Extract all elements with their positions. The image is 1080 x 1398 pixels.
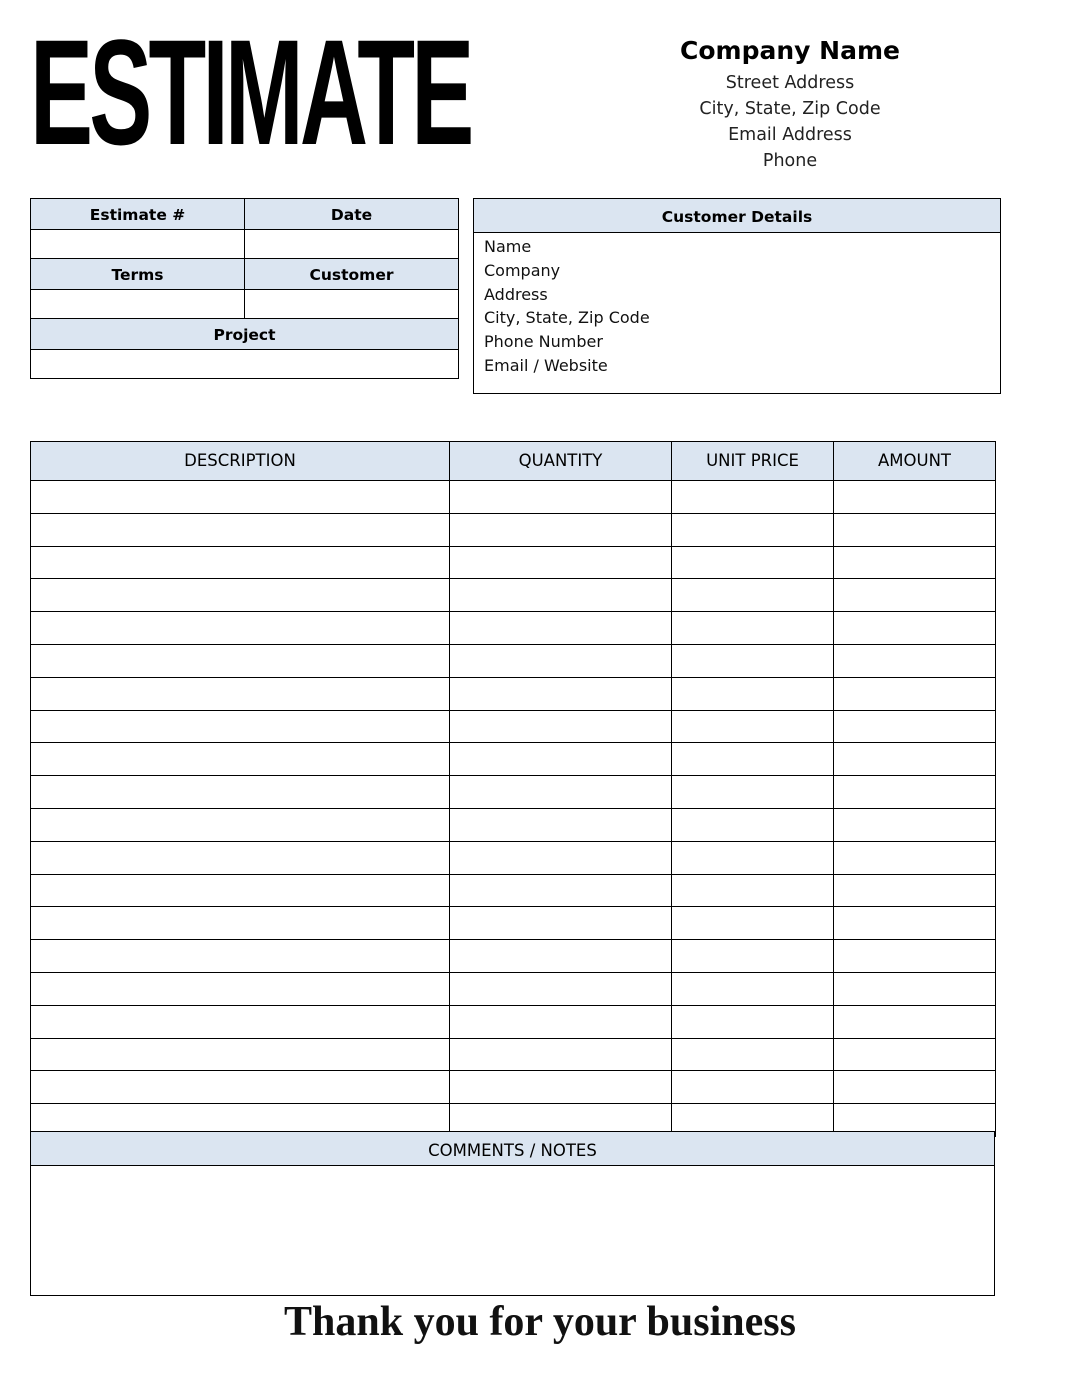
table-row: [31, 612, 996, 645]
description-cell[interactable]: [31, 776, 450, 809]
unit-price-cell[interactable]: [672, 940, 834, 973]
amount-cell[interactable]: [834, 808, 996, 841]
estimate-info-table: [30, 198, 459, 379]
company-phone: Phone: [762, 151, 818, 171]
amount-cell[interactable]: [834, 940, 996, 973]
thank-you-message: Thank you for your business: [284, 1299, 796, 1345]
description-cell[interactable]: [31, 710, 450, 743]
customer-details-box: [473, 198, 1001, 394]
project-field[interactable]: [31, 350, 459, 379]
amount-cell[interactable]: [834, 481, 996, 514]
table-row: [31, 644, 996, 677]
unit-price-cell[interactable]: [672, 874, 834, 907]
quantity-cell[interactable]: [450, 1005, 672, 1038]
quantity-cell[interactable]: [450, 907, 672, 940]
amount-cell[interactable]: [834, 546, 996, 579]
unit-price-cell[interactable]: [672, 1071, 834, 1104]
quantity-cell[interactable]: [450, 1038, 672, 1071]
unit-price-cell[interactable]: [672, 579, 834, 612]
description-cell[interactable]: [31, 1005, 450, 1038]
description-cell[interactable]: [31, 677, 450, 710]
quantity-cell[interactable]: [450, 1071, 672, 1104]
unit-price-cell[interactable]: [672, 513, 834, 546]
date-field[interactable]: [245, 230, 459, 259]
description-cell[interactable]: [31, 743, 450, 776]
quantity-cell[interactable]: [450, 677, 672, 710]
unit-price-column-header: UNIT PRICE: [672, 442, 834, 481]
comments-notes-header: COMMENTS / NOTES: [31, 1132, 994, 1166]
description-column-header: DESCRIPTION: [31, 442, 450, 481]
description-cell[interactable]: [31, 644, 450, 677]
unit-price-cell[interactable]: [672, 1005, 834, 1038]
quantity-cell[interactable]: [450, 579, 672, 612]
description-cell[interactable]: [31, 546, 450, 579]
date-label: Date: [245, 199, 459, 230]
company-street: Street Address: [725, 73, 855, 93]
table-row: [31, 1038, 996, 1071]
comments-notes-box: [30, 1131, 995, 1296]
quantity-cell[interactable]: [450, 710, 672, 743]
amount-cell[interactable]: [834, 841, 996, 874]
table-row: [31, 513, 996, 546]
description-cell[interactable]: [31, 1071, 450, 1104]
description-cell[interactable]: [31, 808, 450, 841]
customer-label: Customer: [245, 259, 459, 290]
terms-field[interactable]: [31, 290, 245, 319]
table-row: [31, 579, 996, 612]
unit-price-cell[interactable]: [672, 907, 834, 940]
table-row: [31, 972, 996, 1005]
description-cell[interactable]: [31, 513, 450, 546]
customer-details-header: Customer Details: [474, 199, 1000, 233]
estimate-number-field[interactable]: [31, 230, 245, 259]
unit-price-cell[interactable]: [672, 972, 834, 1005]
company-name: Company Name: [680, 36, 900, 65]
customer-phone-field[interactable]: Phone Number: [484, 332, 603, 352]
quantity-cell[interactable]: [450, 481, 672, 514]
table-row: [31, 874, 996, 907]
amount-cell[interactable]: [834, 776, 996, 809]
company-block: [640, 34, 940, 174]
unit-price-cell[interactable]: [672, 710, 834, 743]
table-row: [31, 710, 996, 743]
quantity-cell[interactable]: [450, 776, 672, 809]
amount-column-header: AMOUNT: [834, 442, 996, 481]
amount-cell[interactable]: [834, 1005, 996, 1038]
description-cell[interactable]: [31, 1038, 450, 1071]
table-row: [31, 743, 996, 776]
terms-label: Terms: [31, 259, 245, 290]
customer-name-field[interactable]: Name: [484, 237, 532, 256]
document-title: ESTIMATE: [30, 8, 471, 176]
description-cell[interactable]: [31, 579, 450, 612]
table-row: [31, 1071, 996, 1104]
company-city: City, State, Zip Code: [699, 99, 881, 119]
table-row: [31, 907, 996, 940]
amount-cell[interactable]: [834, 1071, 996, 1104]
description-cell[interactable]: [31, 874, 450, 907]
quantity-cell[interactable]: [450, 874, 672, 907]
customer-field[interactable]: [245, 290, 459, 319]
amount-cell[interactable]: [834, 874, 996, 907]
customer-details-list: [474, 233, 1000, 378]
description-cell[interactable]: [31, 481, 450, 514]
table-row: [31, 841, 996, 874]
quantity-cell[interactable]: [450, 743, 672, 776]
amount-cell[interactable]: [834, 513, 996, 546]
quantity-cell[interactable]: [450, 644, 672, 677]
comments-notes-field[interactable]: [31, 1166, 994, 1296]
quantity-cell[interactable]: [450, 808, 672, 841]
quantity-cell[interactable]: [450, 612, 672, 645]
customer-address-field[interactable]: Address: [484, 284, 548, 304]
amount-cell[interactable]: [834, 677, 996, 710]
table-row: [31, 546, 996, 579]
table-row: [31, 677, 996, 710]
unit-price-cell[interactable]: [672, 808, 834, 841]
quantity-column-header: QUANTITY: [450, 442, 672, 481]
amount-cell[interactable]: [834, 1038, 996, 1071]
customer-email-field[interactable]: Email / Website: [484, 355, 608, 375]
description-cell[interactable]: [31, 940, 450, 973]
unit-price-cell[interactable]: [672, 546, 834, 579]
unit-price-cell[interactable]: [672, 1038, 834, 1071]
unit-price-cell[interactable]: [672, 612, 834, 645]
unit-price-cell[interactable]: [672, 644, 834, 677]
unit-price-cell[interactable]: [672, 841, 834, 874]
unit-price-cell[interactable]: [672, 776, 834, 809]
line-items-table: [30, 441, 996, 1137]
amount-cell[interactable]: [834, 710, 996, 743]
estimate-number-label: Estimate #: [31, 199, 245, 230]
amount-cell[interactable]: [834, 907, 996, 940]
description-cell[interactable]: [31, 972, 450, 1005]
customer-city-field[interactable]: City, State, Zip Code: [484, 308, 650, 328]
quantity-cell[interactable]: [450, 940, 672, 973]
table-row: [31, 481, 996, 514]
quantity-cell[interactable]: [450, 513, 672, 546]
table-row: [31, 776, 996, 809]
customer-company-field[interactable]: Company: [484, 260, 561, 280]
description-cell[interactable]: [31, 841, 450, 874]
unit-price-cell[interactable]: [672, 677, 834, 710]
amount-cell[interactable]: [834, 612, 996, 645]
line-items-body: [31, 481, 996, 1137]
amount-cell[interactable]: [834, 579, 996, 612]
unit-price-cell[interactable]: [672, 481, 834, 514]
project-label: Project: [31, 319, 459, 350]
quantity-cell[interactable]: [450, 972, 672, 1005]
amount-cell[interactable]: [834, 972, 996, 1005]
company-email: Email Address: [728, 125, 852, 145]
table-row: [31, 808, 996, 841]
description-cell[interactable]: [31, 612, 450, 645]
amount-cell[interactable]: [834, 743, 996, 776]
quantity-cell[interactable]: [450, 841, 672, 874]
quantity-cell[interactable]: [450, 546, 672, 579]
description-cell[interactable]: [31, 907, 450, 940]
table-row: [31, 1005, 996, 1038]
unit-price-cell[interactable]: [672, 743, 834, 776]
amount-cell[interactable]: [834, 644, 996, 677]
table-row: [31, 940, 996, 973]
